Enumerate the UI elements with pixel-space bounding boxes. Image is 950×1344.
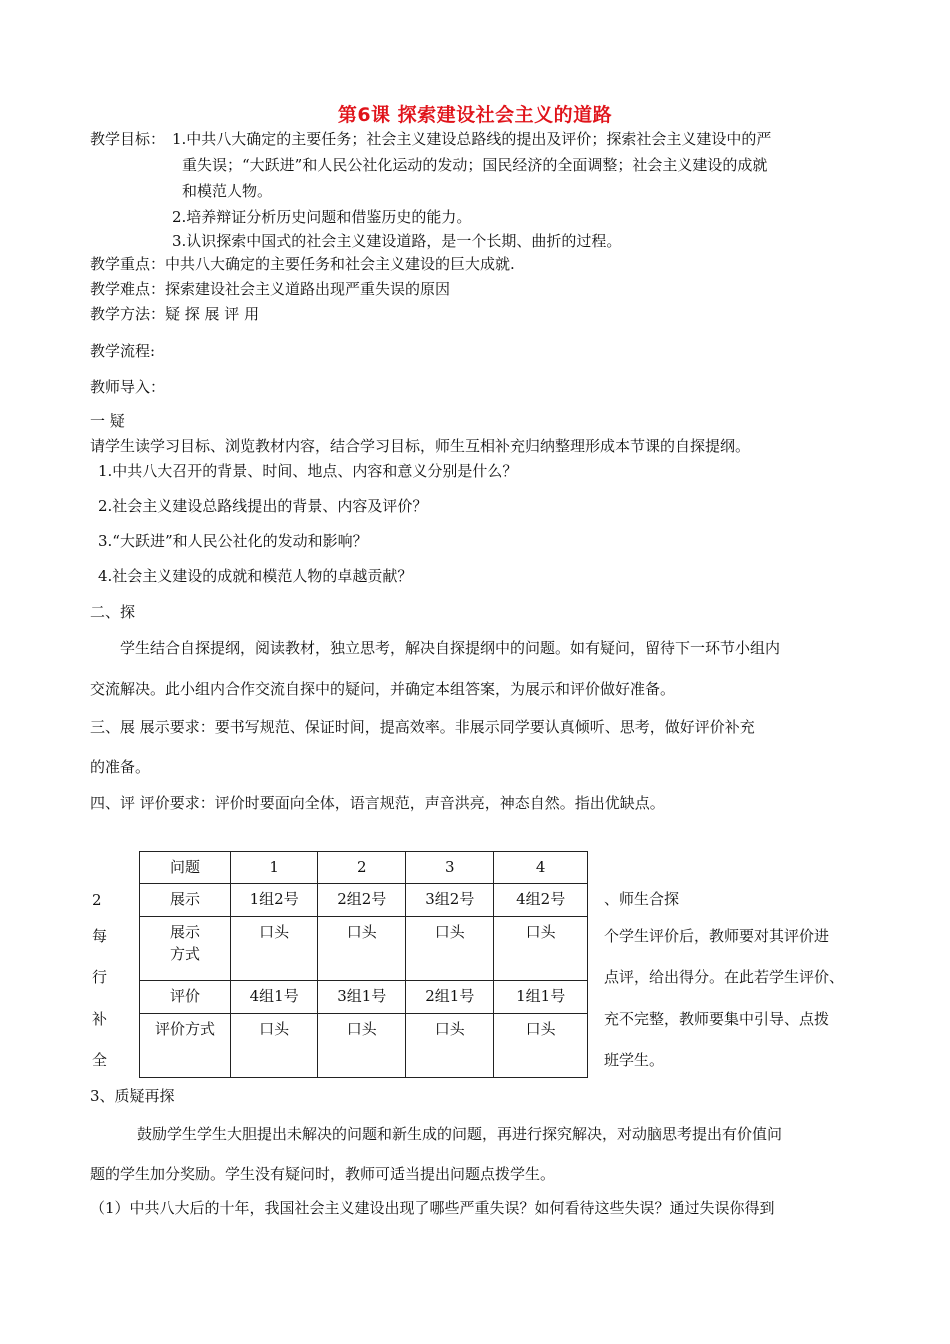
- objective-2: 2.培养辩证分析历史问题和借鉴历史的能力。: [172, 208, 472, 226]
- question-3: 3.“大跃进”和人民公社化的发动和影响？: [98, 532, 368, 550]
- teaching-process: 教学流程:: [90, 342, 156, 360]
- table-cell: 口头: [318, 917, 406, 981]
- table-cell: 口头: [231, 917, 318, 981]
- table-cell: 3组2号: [406, 884, 494, 917]
- objectives-label: 教学目标：: [90, 130, 166, 148]
- left-fragment: 每: [92, 927, 108, 945]
- left-fragment: 2: [92, 891, 102, 909]
- right-fragment: 、师生合探: [604, 890, 680, 908]
- right-fragment: 充不完整，教师要集中引导、点拨: [604, 1010, 830, 1028]
- table-cell: 2: [318, 852, 406, 884]
- cell-text: 评价方式: [155, 1020, 216, 1038]
- table-cell: 口头: [231, 1014, 318, 1078]
- teacher-intro: 教师导入：: [90, 378, 166, 396]
- objective-1-line-2: 重失误；“大跃进”和人民公社化运动的发动；国民经济的全面调整；社会主义建设的成就: [182, 156, 768, 174]
- left-fragment: 全: [92, 1051, 108, 1069]
- table-cell: 口头: [406, 917, 494, 981]
- table-row: [140, 1014, 588, 1078]
- table-cell: 4: [494, 852, 588, 884]
- section-2-heading: 二、探: [90, 603, 136, 621]
- left-fragment: 补: [92, 1010, 108, 1028]
- table-cell: 1组1号: [494, 981, 588, 1014]
- question-2: 2.社会主义建设总路线提出的背景、内容及评价？: [98, 497, 428, 515]
- cell-text: 展示方式: [170, 923, 201, 963]
- table-row: [140, 852, 588, 884]
- table-cell: 口头: [494, 917, 588, 981]
- table-cell: 3: [406, 852, 494, 884]
- section-5-line-2: 题的学生加分奖励。学生没有疑问时，教师可适当提出问题点拨学生。: [90, 1165, 556, 1183]
- section-3-line-2: 的准备。: [90, 758, 151, 776]
- section-1-text: 请学生读学习目标、浏览教材内容，结合学习目标，师生互相补充归纳整理形成本节课的自探提纲。: [90, 437, 751, 455]
- table-cell: [140, 917, 231, 981]
- question-1: 1.中共八大召开的背景、时间、地点、内容和意义分别是什么？: [98, 462, 518, 480]
- objective-1-line-3: 和模范人物。: [182, 182, 273, 200]
- table-cell: 1: [231, 852, 318, 884]
- section-2-line-2: 交流解决。此小组内合作交流自探中的疑问，并确定本组答案，为展示和评价做好准备。: [90, 680, 676, 698]
- table-cell: 口头: [406, 1014, 494, 1078]
- teaching-method: 教学方法：疑 探 展 评 用: [90, 305, 260, 323]
- evaluation-table: [139, 851, 588, 1078]
- table-row: [140, 917, 588, 981]
- section-1-heading: 一 疑: [90, 412, 125, 430]
- table-cell: [140, 1014, 231, 1078]
- table-cell: 3组1号: [318, 981, 406, 1014]
- table-cell: 展示: [140, 884, 231, 917]
- table-cell: 1组2号: [231, 884, 318, 917]
- section-5-line-1: 鼓励学生学生大胆提出未解决的问题和新生成的问题，再进行探究解决，对动脑思考提出有价值问: [137, 1125, 783, 1143]
- table-row: [140, 981, 588, 1014]
- section-5-heading: 3、质疑再探: [90, 1087, 175, 1105]
- objective-1-line-1: 1.中共八大确定的主要任务；社会主义建设总路线的提出及评价；探索社会主义建设中的严: [172, 130, 772, 148]
- right-fragment: 点评，给出得分。在此若学生评价、: [604, 968, 845, 986]
- page-title: 第6课 探索建设社会主义的道路: [337, 104, 613, 126]
- table-cell: 口头: [318, 1014, 406, 1078]
- right-fragment: 班学生。: [604, 1051, 665, 1069]
- table-cell: 问题: [140, 852, 231, 884]
- table-row: [140, 884, 588, 917]
- section-2-line-1: 学生结合自探提纲，阅读教材，独立思考，解决自探提纲中的问题。如有疑问，留待下一环节小组内: [120, 639, 781, 657]
- question-4: 4.社会主义建设的成就和模范人物的卓越贡献？: [98, 567, 413, 585]
- section-3-line-1: 三、展 展示要求：要书写规范、保证时间，提高效率。非展示同学要认真倾听、思考，做好评价补充: [90, 718, 755, 736]
- section-5-line-3: （1）中共八大后的十年，我国社会主义建设出现了哪些严重失误？如何看待这些失误？通过失误你得到: [90, 1199, 775, 1217]
- right-fragment: 个学生评价后，教师要对其评价进: [604, 927, 830, 945]
- table-cell: 2组1号: [406, 981, 494, 1014]
- objective-3: 3.认识探索中国式的社会主义建设道路，是一个长期、曲折的过程。: [172, 232, 622, 250]
- section-4-line-1: 四、评 评价要求：评价时要面向全体，语言规范，声音洪亮，神态自然。指出优缺点。: [90, 794, 665, 812]
- table-cell: 口头: [494, 1014, 588, 1078]
- left-fragment: 行: [92, 968, 108, 986]
- table-cell: 2组2号: [318, 884, 406, 917]
- table-cell: 4组1号: [231, 981, 318, 1014]
- table-cell: 4组2号: [494, 884, 588, 917]
- key-points: 教学重点：中共八大确定的主要任务和社会主义建设的巨大成就.: [90, 255, 515, 273]
- difficulty: 教学难点：探索建设社会主义道路出现严重失误的原因: [90, 280, 451, 298]
- table-cell: 评价: [140, 981, 231, 1014]
